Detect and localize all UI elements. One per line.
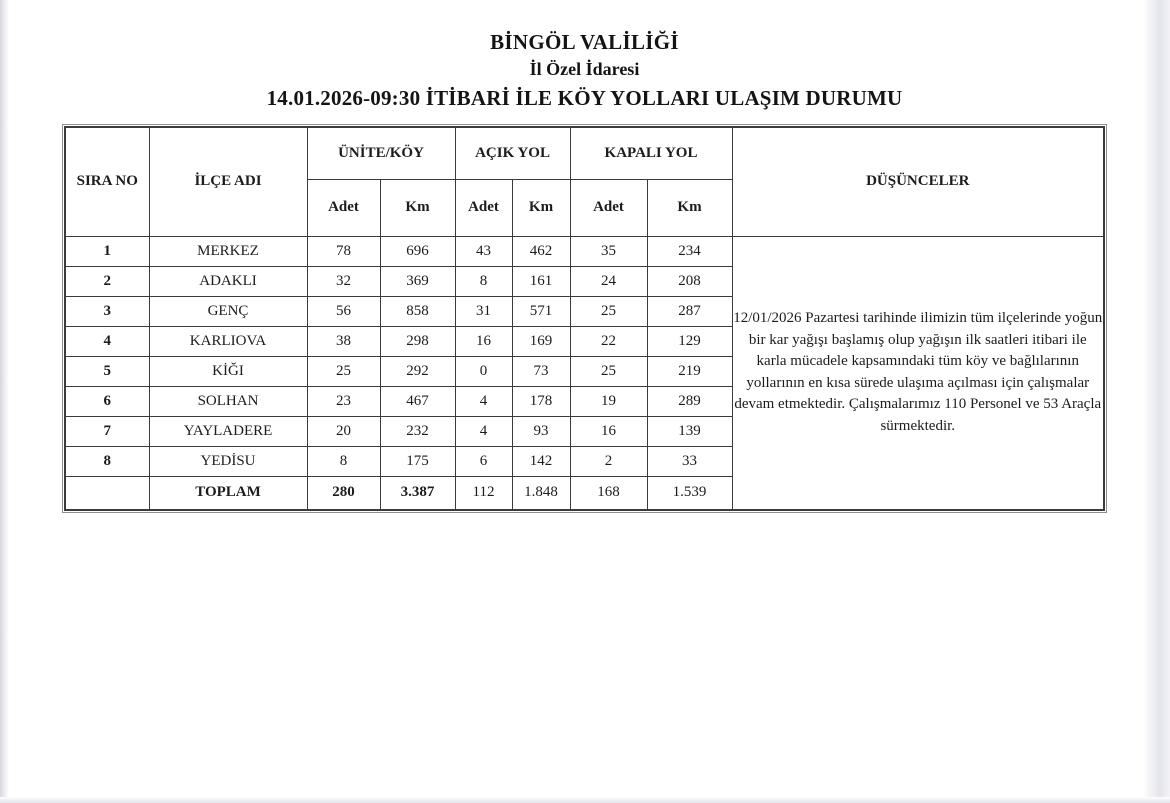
cell-ilce-adi: MERKEZ: [149, 236, 307, 266]
cell-sira-no: 2: [65, 266, 149, 296]
cell-acik-km: 161: [512, 266, 570, 296]
total-label: TOPLAM: [149, 476, 307, 510]
scan-edge-left: [0, 0, 9, 803]
sub-header-acik-km: Km: [512, 179, 570, 236]
cell-sira-no-empty: [65, 476, 149, 510]
roads-status-table: [64, 126, 1105, 511]
cell-acik-km: 93: [512, 416, 570, 446]
cell-unite-adet: 38: [307, 326, 380, 356]
cell-kapali-km: 219: [647, 356, 732, 386]
table-header-row-groups: [65, 127, 1104, 179]
document-header: [62, 28, 1107, 113]
total-kapali-adet: 168: [570, 476, 647, 510]
cell-ilce-adi: YAYLADERE: [149, 416, 307, 446]
cell-unite-adet: 32: [307, 266, 380, 296]
total-acik-km: 1.848: [512, 476, 570, 510]
cell-kapali-adet: 25: [570, 356, 647, 386]
cell-ilce-adi: GENÇ: [149, 296, 307, 326]
cell-sira-no: 7: [65, 416, 149, 446]
col-header-ilce-adi: İLÇE ADI: [149, 127, 307, 236]
doc-title-subject: 14.01.2026-09:30 İTİBARİ İLE KÖY YOLLARI ULAŞIM DURUMU: [266, 86, 903, 110]
cell-kapali-adet: 35: [570, 236, 647, 266]
cell-kapali-km: 234: [647, 236, 732, 266]
scan-edge-bottom: [0, 797, 1170, 803]
cell-ilce-adi: ADAKLI: [149, 266, 307, 296]
cell-kapali-adet: 22: [570, 326, 647, 356]
cell-acik-km: 571: [512, 296, 570, 326]
cell-acik-adet: 31: [455, 296, 512, 326]
cell-sira-no: 4: [65, 326, 149, 356]
cell-kapali-km: 139: [647, 416, 732, 446]
cell-kapali-km: 287: [647, 296, 732, 326]
cell-kapali-km: 208: [647, 266, 732, 296]
sub-header-kapali-adet: Adet: [570, 179, 647, 236]
roads-status-table-frame: [62, 124, 1107, 513]
cell-acik-km: 462: [512, 236, 570, 266]
col-header-kapali-yol: KAPALI YOL: [570, 127, 732, 179]
cell-kapali-adet: 16: [570, 416, 647, 446]
cell-sira-no: 5: [65, 356, 149, 386]
cell-kapali-km: 129: [647, 326, 732, 356]
cell-acik-adet: 6: [455, 446, 512, 476]
cell-acik-adet: 16: [455, 326, 512, 356]
cell-unite-adet: 23: [307, 386, 380, 416]
col-header-sira-no: SIRA NO: [65, 127, 149, 236]
cell-unite-km: 232: [380, 416, 455, 446]
col-header-dusunceler: DÜŞÜNCELER: [732, 127, 1104, 236]
cell-unite-km: 175: [380, 446, 455, 476]
scan-edge-right: [1144, 0, 1170, 803]
cell-unite-km: 696: [380, 236, 455, 266]
cell-unite-adet: 25: [307, 356, 380, 386]
sub-header-acik-adet: Adet: [455, 179, 512, 236]
cell-acik-km: 142: [512, 446, 570, 476]
cell-unite-adet: 56: [307, 296, 380, 326]
total-unite-km: 3.387: [380, 476, 455, 510]
cell-unite-km: 369: [380, 266, 455, 296]
cell-acik-km: 73: [512, 356, 570, 386]
cell-unite-adet: 20: [307, 416, 380, 446]
total-unite-adet: 280: [307, 476, 380, 510]
cell-ilce-adi: KİĞI: [149, 356, 307, 386]
cell-ilce-adi: YEDİSU: [149, 446, 307, 476]
cell-unite-km: 467: [380, 386, 455, 416]
cell-kapali-adet: 24: [570, 266, 647, 296]
cell-unite-adet: 78: [307, 236, 380, 266]
cell-unite-km: 858: [380, 296, 455, 326]
cell-kapali-adet: 2: [570, 446, 647, 476]
cell-unite-km: 298: [380, 326, 455, 356]
sub-header-unite-adet: Adet: [307, 179, 380, 236]
cell-unite-adet: 8: [307, 446, 380, 476]
cell-kapali-adet: 19: [570, 386, 647, 416]
cell-sira-no: 8: [65, 446, 149, 476]
doc-title-department: İl Özel İdaresi: [529, 59, 640, 79]
cell-sira-no: 1: [65, 236, 149, 266]
col-header-acik-yol: AÇIK YOL: [455, 127, 570, 179]
document-page: [62, 28, 1107, 513]
cell-acik-adet: 43: [455, 236, 512, 266]
doc-title-authority: BİNGÖL VALİLİĞİ: [490, 30, 679, 54]
remarks-cell: 12/01/2026 Pazartesi tarihinde ilimizin tüm ilçelerinde yoğun bir kar yağışı başlamış olup yağışın ilk saatleri itibari ile karla mücadele kapsamındaki tüm köy ve bağlılarının yollarının en kısa sürede ulaşıma açılması için çalışmalar devam etmektedir. Çalışmalarımız 110 Personel ve 53 Araçla sürmektedir.: [732, 236, 1104, 510]
cell-acik-adet: 4: [455, 386, 512, 416]
cell-ilce-adi: KARLIOVA: [149, 326, 307, 356]
sub-header-kapali-km: Km: [647, 179, 732, 236]
cell-acik-adet: 4: [455, 416, 512, 446]
total-kapali-km: 1.539: [647, 476, 732, 510]
cell-acik-km: 178: [512, 386, 570, 416]
cell-acik-adet: 8: [455, 266, 512, 296]
cell-acik-km: 169: [512, 326, 570, 356]
col-header-unite-koy: ÜNİTE/KÖY: [307, 127, 455, 179]
table-row: [65, 236, 1104, 266]
cell-kapali-km: 33: [647, 446, 732, 476]
cell-sira-no: 3: [65, 296, 149, 326]
cell-kapali-adet: 25: [570, 296, 647, 326]
cell-kapali-km: 289: [647, 386, 732, 416]
cell-sira-no: 6: [65, 386, 149, 416]
cell-ilce-adi: SOLHAN: [149, 386, 307, 416]
cell-unite-km: 292: [380, 356, 455, 386]
total-acik-adet: 112: [455, 476, 512, 510]
cell-acik-adet: 0: [455, 356, 512, 386]
sub-header-unite-km: Km: [380, 179, 455, 236]
